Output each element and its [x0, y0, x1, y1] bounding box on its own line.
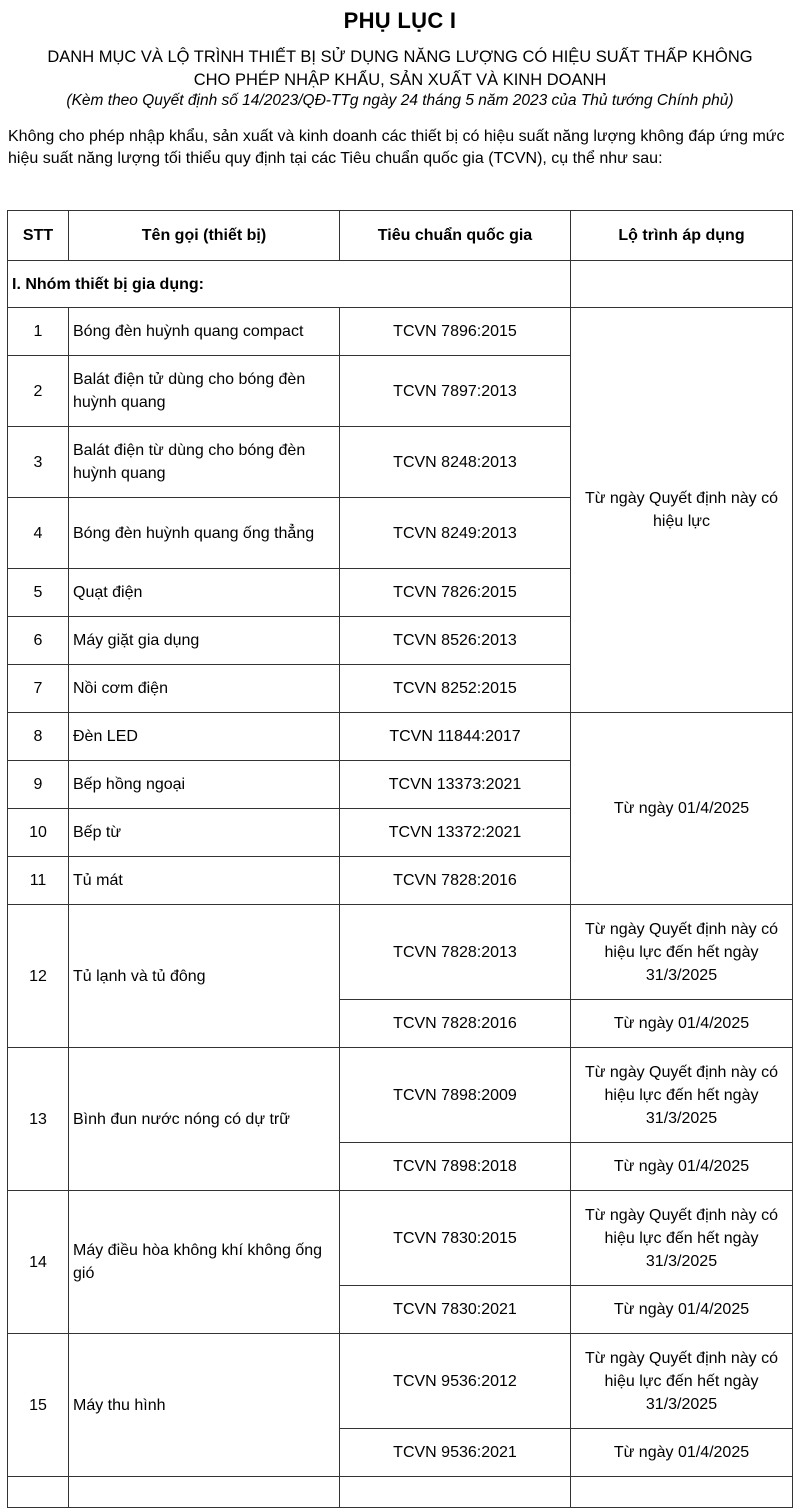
- cutoff-cell: [340, 1477, 571, 1508]
- header-roadmap: Lộ trình áp dụng: [571, 211, 793, 261]
- row-stt: 13: [8, 1048, 69, 1191]
- row-standard-old: TCVN 7830:2015: [340, 1191, 571, 1286]
- row-standard-new: TCVN 9536:2021: [340, 1429, 571, 1477]
- row-device-name: Bình đun nước nóng có dự trữ: [69, 1048, 340, 1191]
- row-stt: 6: [8, 617, 69, 665]
- table-row-cutoff: [8, 1477, 793, 1508]
- row-standard: TCVN 13372:2021: [340, 809, 571, 857]
- row-device-name: Bếp từ: [69, 809, 340, 857]
- table-row: [8, 1048, 793, 1143]
- row-device-name: Tủ lạnh và tủ đông: [69, 905, 340, 1048]
- row-stt: 10: [8, 809, 69, 857]
- row-stt: 1: [8, 308, 69, 356]
- row-device-name: Bếp hồng ngoại: [69, 761, 340, 809]
- row-device-name: Đèn LED: [69, 713, 340, 761]
- page-title: PHỤ LỤC I: [343, 8, 457, 33]
- roadmap-until-2025: Từ ngày Quyết định này có hiệu lực đến hết ngày 31/3/2025: [571, 1048, 793, 1143]
- header-national-standard: Tiêu chuẩn quốc gia: [340, 211, 571, 261]
- row-stt: 14: [8, 1191, 69, 1334]
- row-device-name: Máy điều hòa không khí không ống gió: [69, 1191, 340, 1334]
- row-stt: 11: [8, 857, 69, 905]
- table-row: [8, 905, 793, 1000]
- roadmap-from-2025: Từ ngày 01/4/2025: [571, 1000, 793, 1048]
- row-device-name: Máy giặt gia dụng: [69, 617, 340, 665]
- row-stt: 4: [8, 498, 69, 569]
- roadmap-from-2025: Từ ngày 01/4/2025: [571, 1429, 793, 1477]
- row-standard: TCVN 8252:2015: [340, 665, 571, 713]
- table-row: [8, 713, 793, 761]
- row-standard-old: TCVN 9536:2012: [340, 1334, 571, 1429]
- row-stt: 7: [8, 665, 69, 713]
- roadmap-from-2025: Từ ngày 01/4/2025: [571, 1286, 793, 1334]
- row-standard: TCVN 8249:2013: [340, 498, 571, 569]
- row-standard-old: TCVN 7898:2009: [340, 1048, 571, 1143]
- subtitle-line-2: CHO PHÉP NHẬP KHẨU, SẢN XUẤT VÀ KINH DOANH: [193, 71, 607, 89]
- row-standard-new: TCVN 7898:2018: [340, 1143, 571, 1191]
- document-subtitle: [0, 46, 800, 92]
- row-standard: TCVN 13373:2021: [340, 761, 571, 809]
- row-device-name: Quạt điện: [69, 569, 340, 617]
- table-row: [8, 308, 793, 356]
- roadmap-from-2025: Từ ngày 01/4/2025: [571, 713, 793, 905]
- row-device-name: Bóng đèn huỳnh quang ống thẳng: [69, 498, 340, 569]
- cutoff-cell: [8, 1477, 69, 1508]
- roadmap-until-2025: Từ ngày Quyết định này có hiệu lực đến hết ngày 31/3/2025: [571, 1334, 793, 1429]
- group-label: I. Nhóm thiết bị gia dụng:: [8, 261, 571, 308]
- decision-reference: (Kèm theo Quyết định số 14/2023/QĐ-TTg ngày 24 tháng 5 năm 2023 của Thủ tướng Chính phủ): [66, 92, 734, 109]
- equipment-table: [7, 210, 793, 1508]
- subtitle-line-1: DANH MỤC VÀ LỘ TRÌNH THIẾT BỊ SỬ DỤNG NĂNG LƯỢNG CÓ HIỆU SUẤT THẤP KHÔNG: [47, 48, 753, 66]
- row-stt: 12: [8, 905, 69, 1048]
- row-standard: TCVN 7897:2013: [340, 356, 571, 427]
- cutoff-cell: [571, 1477, 793, 1508]
- roadmap-until-2025: Từ ngày Quyết định này có hiệu lực đến hết ngày 31/3/2025: [571, 905, 793, 1000]
- row-standard: TCVN 7826:2015: [340, 569, 571, 617]
- roadmap-until-2025: Từ ngày Quyết định này có hiệu lực đến hết ngày 31/3/2025: [571, 1191, 793, 1286]
- row-stt: 5: [8, 569, 69, 617]
- table-row: [8, 1191, 793, 1286]
- group-roadmap-empty: [571, 261, 793, 308]
- roadmap-immediate: Từ ngày Quyết định này có hiệu lực: [571, 308, 793, 713]
- table-header-row: [8, 211, 793, 261]
- row-standard: TCVN 8248:2013: [340, 427, 571, 498]
- row-standard-old: TCVN 7828:2013: [340, 905, 571, 1000]
- row-standard-new: TCVN 7828:2016: [340, 1000, 571, 1048]
- row-device-name: Balát điện tử dùng cho bóng đèn huỳnh quang: [69, 356, 340, 427]
- row-standard: TCVN 7828:2016: [340, 857, 571, 905]
- row-standard: TCVN 11844:2017: [340, 713, 571, 761]
- row-device-name: Tủ mát: [69, 857, 340, 905]
- row-stt: 9: [8, 761, 69, 809]
- row-device-name: Bóng đèn huỳnh quang compact: [69, 308, 340, 356]
- intro-paragraph: Không cho phép nhập khẩu, sản xuất và kinh doanh các thiết bị có hiệu suất năng lượng không đáp ứng mức hiệu suất năng lượng tối thiểu quy định tại các Tiêu chuẩn quốc gia (TCVN), cụ thể như sau:: [8, 128, 785, 167]
- row-device-name: Nồi cơm điện: [69, 665, 340, 713]
- table-row: [8, 1334, 793, 1429]
- cutoff-cell: [69, 1477, 340, 1508]
- row-device-name: Balát điện từ dùng cho bóng đèn huỳnh quang: [69, 427, 340, 498]
- header-stt: STT: [8, 211, 69, 261]
- header-device-name: Tên gọi (thiết bị): [69, 211, 340, 261]
- row-standard-new: TCVN 7830:2021: [340, 1286, 571, 1334]
- row-device-name: Máy thu hình: [69, 1334, 340, 1477]
- row-standard: TCVN 7896:2015: [340, 308, 571, 356]
- row-stt: 15: [8, 1334, 69, 1477]
- row-stt: 8: [8, 713, 69, 761]
- row-stt: 2: [8, 356, 69, 427]
- roadmap-from-2025: Từ ngày 01/4/2025: [571, 1143, 793, 1191]
- group-row: [8, 261, 793, 308]
- row-stt: 3: [8, 427, 69, 498]
- row-standard: TCVN 8526:2013: [340, 617, 571, 665]
